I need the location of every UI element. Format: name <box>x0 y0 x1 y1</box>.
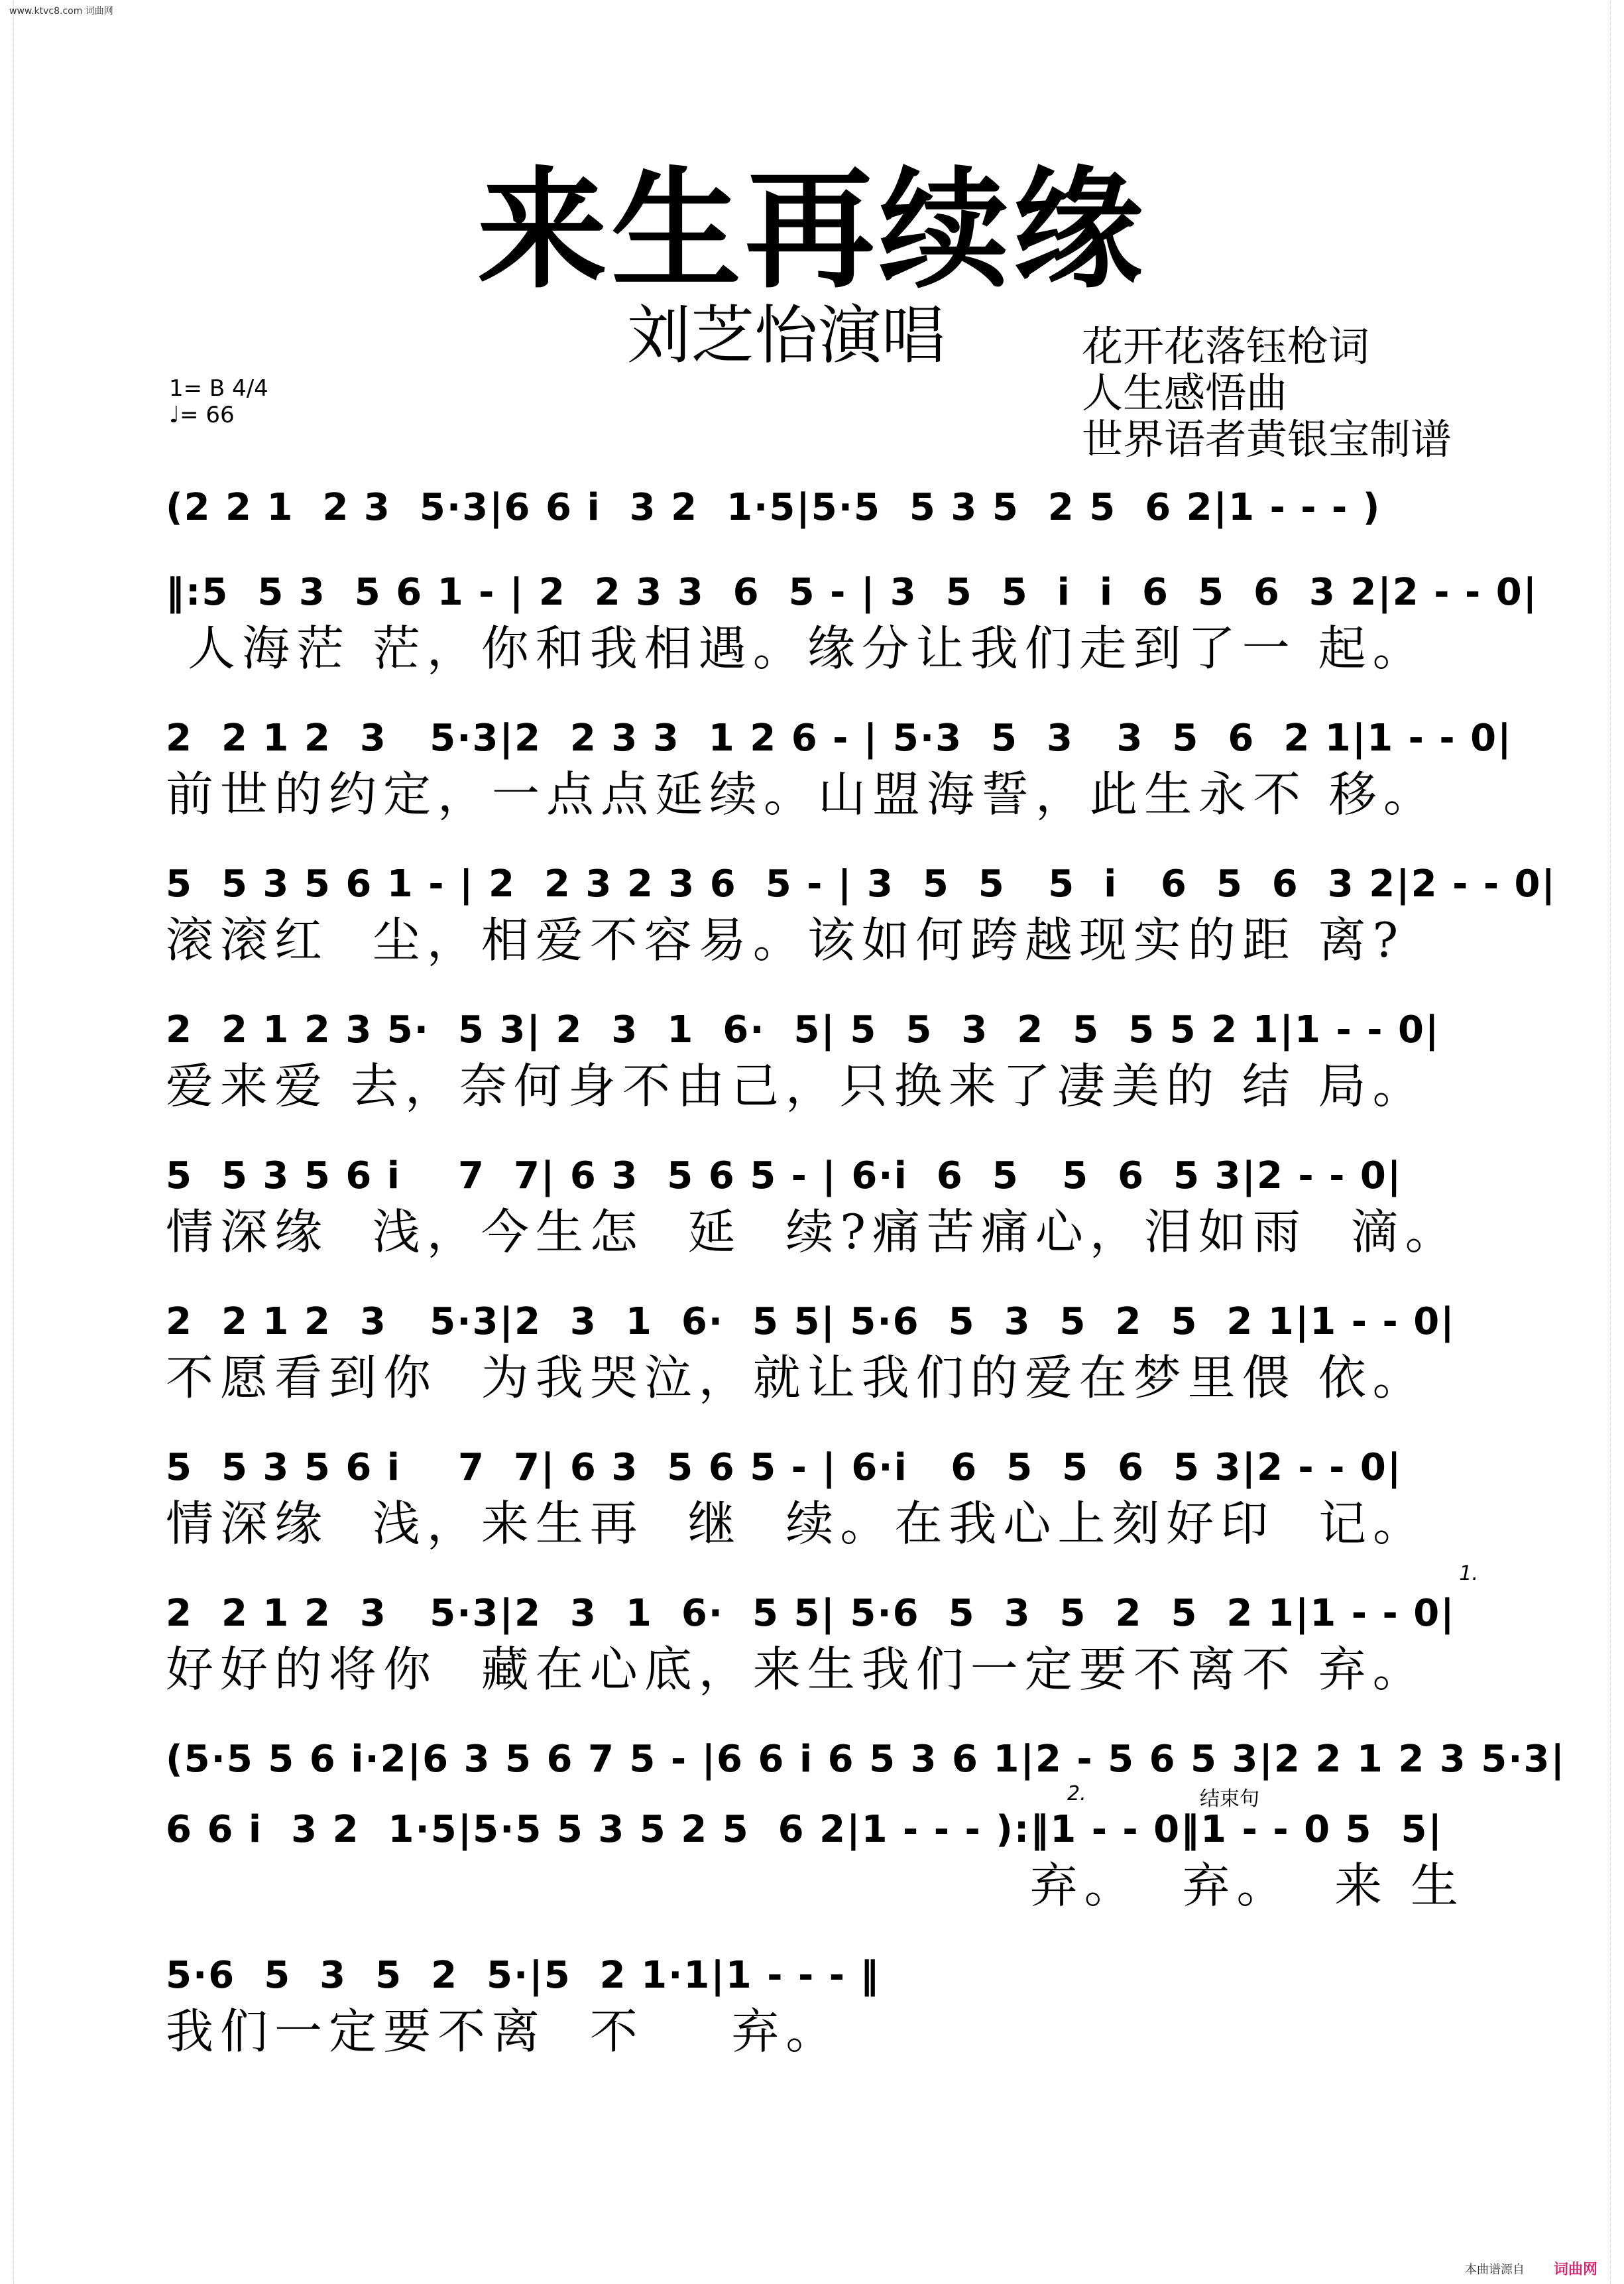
score-line-volta1 <box>166 1562 1491 1700</box>
right-margin-ruler <box>1610 0 1624 2284</box>
site-header[interactable]: www.ktvc8.com 词曲网 <box>9 6 113 17</box>
footer-source-text: 本曲谱源自 <box>1465 2263 1525 2277</box>
score-line-endings <box>166 1782 1491 1916</box>
notation-row: 5·6 5 3 5 2 5·|5 2 1·1|1 - - - ‖ <box>166 1954 880 1997</box>
ending-label: 结束句 <box>1200 1787 1259 1811</box>
volta-2-mark: 2. <box>1067 1782 1086 1805</box>
credits <box>1082 324 1452 463</box>
lyric-row: 爱来爱 去，奈何身不由己，只换来了凄美的 结 局。 <box>166 1058 1427 1114</box>
credit-composer: 人生感悟曲 <box>1082 369 1288 417</box>
notation-row: 5 5 3 5 6 i 7 7| 6 3 5 6 5 - | 6·i 6 5 5 6 5 3|2 - - 0| <box>166 1446 1403 1489</box>
notation-row: 6 6 i 3 2 1·5|5·5 5 3 5 2 5 6 2|1 - - - ):‖1 - - 0‖1 - - 0 5 5| <box>166 1808 1443 1851</box>
lyric-row: 不愿看到你 为我哭泣，就让我们的爱在梦里偎 依。 <box>166 1350 1427 1406</box>
score-line <box>166 1443 1491 1554</box>
lyric-row: 好好的将你 藏在心底，来生我们一定要不离不 弃。 <box>166 1642 1427 1697</box>
lyric-row: 情深缘 浅，今生怎 延 续?痛苦痛心，泪如雨 滴。 <box>166 1204 1460 1260</box>
credit-transcriber: 世界语者黄银宝制谱 <box>1082 415 1452 463</box>
lyric-row: 弃。 弃。 来 生 <box>1029 1858 1465 1913</box>
lyric-row: 滚滚红 尘，相爱不容易。该如何跨越现实的距 离? <box>166 912 1405 968</box>
left-margin-ruler <box>0 0 14 2284</box>
notation-row: 5 5 3 5 6 i 7 7| 6 3 5 6 5 - | 6·i 6 5 5 6 5 3|2 - - 0| <box>166 1154 1403 1197</box>
notation-row: (2 2 1 2 3 5·3|6 6 i 3 2 1·5|5·5 5 3 5 2 5 6 2|1 - - - ) <box>166 486 1381 529</box>
score-line <box>166 1151 1491 1262</box>
score-line-final <box>166 1951 1491 2062</box>
notation-row: 2 2 1 2 3 5·3|2 2 3 3 1 2 6 - | 5·3 5 3 3 5 6 2 1|1 - - 0| <box>166 717 1513 760</box>
lyric-row: 前世的约定，一点点延续。山盟海誓，此生永不 移。 <box>166 766 1438 822</box>
key-signature: 1= B <box>169 375 225 402</box>
lyric-row: 情深缘 浅，来生再 继 续。在我心上刻好印 记。 <box>166 1496 1428 1551</box>
credit-lyricist: 花开花落钰枪词 <box>1082 322 1370 371</box>
song-title: 来生再续缘 <box>477 155 1147 306</box>
score-line-intro <box>166 483 1491 533</box>
volta-1-mark: 1. <box>1459 1562 1478 1585</box>
score <box>166 483 1566 2096</box>
score-line <box>166 713 1513 825</box>
score-line <box>166 1005 1491 1116</box>
score-line <box>166 859 1556 971</box>
notation-row: 5 5 3 5 6 1 - | 2 2 3 2 3 6 5 - | 3 5 5 5 i 6 5 6 3 2|2 - - 0| <box>166 863 1556 906</box>
notation-row: (5·5 5 6 i·2|6 3 5 6 7 5 - |6 6 i 6 5 3 6 1|2 - 5 6 5 3|2 2 1 2 3 5·3| <box>166 1738 1566 1781</box>
notation-row: ‖:5 5 3 5 6 1 - | 2 2 3 3 6 5 - | 3 5 5 i i 6 5 6 3 2|2 - - 0| <box>166 571 1538 614</box>
notation-row: 2 2 1 2 3 5·3|2 3 1 6· 5 5| 5·6 5 3 5 2 5 2 1|1 - - 0| <box>166 1592 1456 1635</box>
time-signature: 4/4 <box>232 375 268 402</box>
score-line-interlude <box>166 1734 1566 1785</box>
lyric-row: 人海茫 茫，你和我相遇。缘分让我们走到了一 起。 <box>166 621 1427 676</box>
notation-row: 2 2 1 2 3 5· 5 3| 2 3 1 6· 5| 5 5 3 2 5 5 5 2 1|1 - - 0| <box>166 1008 1440 1052</box>
footer-site-logo[interactable]: 词曲网 <box>1553 2261 1597 2278</box>
song-subtitle: 刘芝怡演唱 <box>627 298 945 373</box>
key-tempo-info <box>169 375 268 428</box>
lyric-row: 我们一定要不离 不 弃。 <box>166 2004 841 2059</box>
score-line <box>166 1297 1491 1408</box>
tempo-marking: ♩= 66 <box>169 402 235 428</box>
notation-row: 2 2 1 2 3 5·3|2 3 1 6· 5 5| 5·6 5 3 5 2 5 2 1|1 - - 0| <box>166 1300 1456 1343</box>
score-line <box>166 568 1538 679</box>
